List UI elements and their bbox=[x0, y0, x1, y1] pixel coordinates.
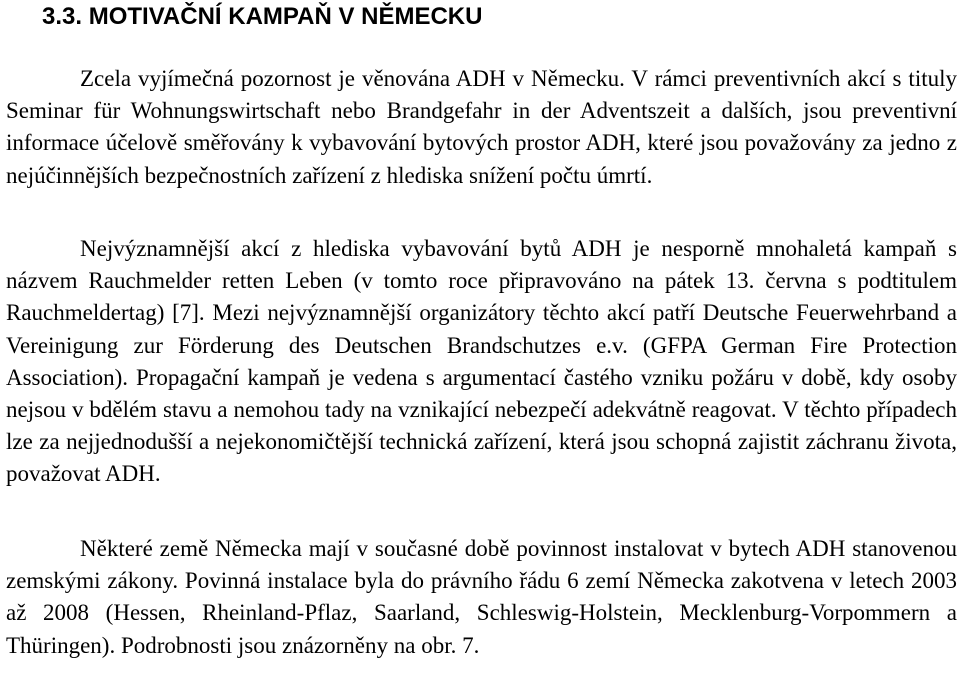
section-heading: 3.3. MOTIVAČNÍ KAMPAŇ V NĚMECKU bbox=[42, 3, 483, 30]
paragraph-rauchmelder-campaign: Nejvýznamnější akcí z hlediska vybavování bytů ADH je nesporně mnohaletá kampaň s názvem Rauchmelder retten Leben (v tomto roce připravováno na pátek 13. června s podtitulem Rauchmeldertag) [7]. Mezi nejvýznamnější organizátory těchto akcí patří Deutsche Feuerwehrband a Vereinigung zur Förderung des Deutschen Brandschutzes e.v. (GFPA German Fire Protection Association). Propagační kampaň je vedena s argumentací častého vzniku požáru v době, kdy osoby nejsou v bdělém stavu a nemohou tady na vznikající nebezpečí adekvátně reagovat. V těchto případech lze za nejjednodušší a nejekonomičtější technická zařízení, která jsou schopná zajistit záchranu života, považovat ADH. bbox=[6, 236, 957, 487]
paragraph-mandatory-installation: Některé země Německa mají v současné době povinnost instalovat v bytech ADH stanovenou zemskými zákony. Povinná instalace byla do právního řádu 6 zemí Německa zakotvena v letech 2003 až 2008 (Hessen, Rheinland-Pflaz, Saarland, Schleswig-Holstein, Mecklenburg-Vorpommern a Thüringen). Podrobnosti jsou znázorněny na obr. 7. bbox=[6, 536, 957, 658]
paragraph-adh-attention: Zcela vyjímečná pozornost je věnována ADH v Německu. V rámci preventivních akcí s tituly Seminar für Wohnungswirtschaft nebo Brandgefahr in der Adventszeit a dalších, jsou preventivní informace účelově směřovány k vybavování bytových prostor ADH, které jsou považovány za jedno z nejúčinnějších bezpečnostních zařízení z hlediska snížení počtu úmrtí. bbox=[6, 66, 957, 188]
